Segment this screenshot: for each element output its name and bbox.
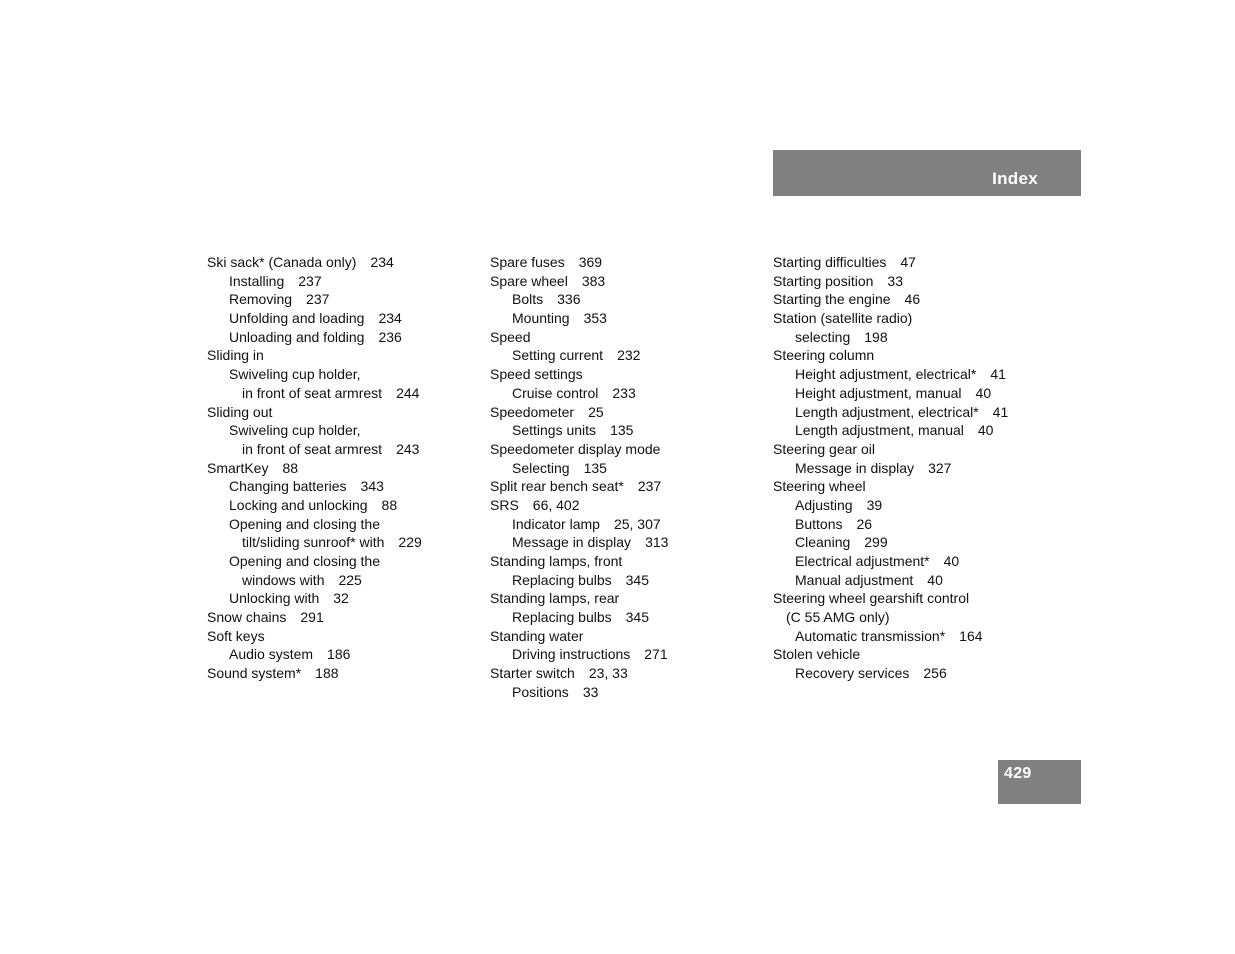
index-term: Recovery services	[795, 665, 910, 682]
index-entry	[207, 477, 477, 496]
index-entry	[207, 496, 477, 515]
index-page-ref: 25, 307	[613, 515, 661, 532]
index-term: Spare wheel	[490, 272, 568, 289]
index-term: Soft keys	[207, 627, 265, 644]
index-page-ref: 234	[378, 310, 402, 327]
index-term: Cleaning	[795, 534, 851, 551]
index-entry	[207, 328, 477, 347]
index-entry	[207, 440, 477, 459]
index-term: Adjusting	[795, 496, 853, 513]
index-term: Swiveling cup holder,	[229, 366, 361, 383]
index-term: Selecting	[512, 459, 570, 476]
index-entry	[490, 440, 760, 459]
index-term: Speed settings	[490, 366, 583, 383]
index-entry	[490, 309, 760, 328]
index-term: Driving instructions	[512, 646, 631, 663]
index-entry	[490, 627, 760, 646]
index-page-ref: 343	[360, 478, 384, 495]
index-term: Starting the engine	[773, 291, 891, 308]
index-page-ref: 327	[928, 459, 952, 476]
index-page-ref: 40	[943, 553, 960, 569]
index-page-ref: 26	[856, 515, 873, 532]
index-term: Automatic transmission*	[795, 627, 946, 644]
index-page-ref: 336	[557, 291, 581, 308]
index-entry	[773, 272, 1043, 291]
index-term: Sound system*	[207, 665, 302, 682]
index-entry	[207, 272, 477, 291]
index-term: Height adjustment, manual	[795, 384, 962, 401]
index-entry	[207, 253, 477, 272]
index-page-ref: 135	[610, 422, 634, 439]
index-term: in front of seat armrest	[242, 440, 383, 457]
index-entry	[490, 608, 760, 627]
index-entry	[207, 589, 477, 608]
index-entry	[207, 645, 477, 664]
index-entry	[490, 272, 760, 291]
index-page-ref: 88	[282, 459, 299, 476]
index-entry	[773, 365, 1043, 384]
index-page-ref: 23, 33	[588, 665, 628, 682]
index-page-ref: 271	[644, 646, 668, 663]
index-entry	[207, 571, 477, 590]
index-page-ref: 229	[398, 534, 422, 551]
index-page-ref: 46	[904, 291, 921, 308]
index-page-ref: 345	[625, 571, 649, 588]
index-term: Cruise control	[512, 384, 599, 401]
index-term: Manual adjustment	[795, 571, 914, 588]
index-term: Opening and closing the	[229, 553, 380, 569]
index-entry	[773, 421, 1043, 440]
index-term: Speedometer	[490, 403, 575, 420]
index-entry	[490, 571, 760, 590]
index-term: Length adjustment, electrical*	[795, 403, 979, 420]
index-term: Changing batteries	[229, 478, 347, 495]
index-page-ref: 369	[578, 254, 603, 270]
index-entry	[490, 496, 760, 515]
index-term: Bolts	[512, 291, 544, 308]
index-term: Indicator lamp	[512, 515, 600, 532]
index-term: Unfolding and loading	[229, 310, 365, 327]
index-page-ref: 313	[645, 534, 669, 551]
index-entry	[207, 459, 477, 478]
index-entry	[773, 253, 1043, 272]
index-entry	[207, 664, 477, 683]
index-page-ref: 40	[927, 571, 943, 588]
index-entry	[773, 533, 1043, 552]
index-page-ref: 256	[923, 665, 947, 682]
index-page-ref: 135	[583, 459, 607, 476]
index-term: SRS	[490, 496, 519, 513]
index-entry	[490, 290, 760, 309]
index-page-ref: 40	[977, 422, 994, 439]
index-entry	[490, 533, 760, 552]
index-page-ref: 164	[959, 627, 983, 644]
index-term: Steering gear oil	[773, 440, 875, 457]
index-entry	[207, 290, 477, 309]
index-entry	[773, 459, 1043, 478]
index-entry	[773, 571, 1043, 590]
index-page-ref: 41	[992, 403, 1009, 420]
index-term: Station (satellite radio)	[773, 310, 913, 327]
index-page-ref: 88	[381, 496, 398, 513]
section-title: Index	[992, 169, 1038, 188]
index-page-ref: 32	[333, 590, 349, 607]
index-term: Electrical adjustment*	[795, 553, 930, 569]
index-page-ref: 47	[900, 254, 916, 270]
index-page-ref: 232	[617, 347, 641, 364]
index-term: selecting	[795, 328, 851, 345]
index-entry	[773, 309, 1043, 328]
index-term: Snow chains	[207, 609, 287, 626]
index-entry	[773, 627, 1043, 646]
index-term: Sliding out	[207, 403, 273, 420]
index-entry	[490, 421, 760, 440]
index-entry	[773, 608, 1043, 627]
index-term: Setting current	[512, 347, 604, 364]
index-page-ref: 237	[637, 478, 662, 495]
index-entry	[773, 384, 1043, 403]
index-entry	[490, 328, 760, 347]
index-page-ref: 33	[887, 272, 903, 289]
page-number-box	[998, 760, 1081, 804]
index-term: Standing lamps, rear	[490, 590, 620, 607]
index-term: Removing	[229, 291, 293, 308]
index-term: Settings units	[512, 422, 597, 439]
index-entry	[490, 384, 760, 403]
index-page-ref: 237	[298, 272, 322, 289]
index-page-ref: 25	[588, 403, 604, 420]
index-term: Stolen vehicle	[773, 646, 861, 663]
index-entry	[773, 496, 1043, 515]
index-term: in front of seat armrest	[242, 384, 383, 401]
index-entry	[773, 346, 1043, 365]
index-page-ref: 33	[582, 683, 599, 700]
index-entry	[490, 515, 760, 534]
index-column-2	[490, 253, 760, 702]
index-entry	[773, 645, 1043, 664]
index-term: Speed	[490, 328, 531, 345]
index-term: Length adjustment, manual	[795, 422, 964, 439]
index-entry	[773, 290, 1043, 309]
index-term: Steering column	[773, 347, 875, 364]
index-entry	[490, 403, 760, 422]
index-term: Ski sack* (Canada only)	[207, 254, 357, 270]
index-entry	[490, 664, 760, 683]
index-entry	[207, 608, 477, 627]
index-entry	[490, 477, 760, 496]
index-term: Positions	[512, 683, 569, 700]
index-column-1	[207, 253, 477, 683]
index-term: Locking and unlocking	[229, 496, 368, 513]
page-number: 429	[1004, 765, 1032, 782]
index-term: Speedometer display mode	[490, 440, 661, 457]
index-entry	[207, 515, 477, 534]
index-entry	[490, 346, 760, 365]
index-term: Spare fuses	[490, 254, 565, 270]
index-page-ref: 66, 402	[532, 496, 580, 513]
index-term: Starter switch	[490, 665, 575, 682]
index-page-ref: 291	[300, 609, 324, 626]
index-term: Replacing bulbs	[512, 609, 612, 626]
index-page-ref: 243	[396, 440, 420, 457]
index-page-ref: 299	[864, 534, 888, 551]
index-term: Unlocking with	[229, 590, 320, 607]
index-page-ref: 353	[583, 310, 607, 327]
index-entry	[490, 589, 760, 608]
index-entry	[207, 384, 477, 403]
index-page-ref: 188	[315, 665, 339, 682]
index-entry	[490, 365, 760, 384]
index-term: Swiveling cup holder,	[229, 422, 361, 439]
index-column-3	[773, 253, 1043, 683]
index-term: Steering wheel	[773, 478, 866, 495]
index-entry	[490, 552, 760, 571]
index-entry	[773, 515, 1043, 534]
index-term: Mounting	[512, 310, 570, 327]
section-header-bar	[773, 150, 1081, 196]
index-term: Buttons	[795, 515, 843, 532]
index-page-ref: 40	[975, 384, 992, 401]
index-page-ref: 225	[338, 571, 362, 588]
index-term: windows with	[242, 571, 325, 588]
index-entry	[773, 440, 1043, 459]
index-term: (C 55 AMG only)	[786, 609, 890, 626]
index-entry	[207, 365, 477, 384]
index-entry	[490, 459, 760, 478]
index-entry	[773, 328, 1043, 347]
index-page-ref: 345	[625, 609, 649, 626]
index-page-ref: 39	[866, 496, 883, 513]
index-entry	[490, 645, 760, 664]
index-page-ref: 234	[370, 254, 394, 270]
index-term: Sliding in	[207, 347, 264, 364]
index-entry	[207, 533, 477, 552]
index-term: Split rear bench seat*	[490, 478, 624, 495]
index-term: Standing lamps, front	[490, 553, 623, 569]
index-term: Replacing bulbs	[512, 571, 612, 588]
index-term: Message in display	[795, 459, 915, 476]
index-entry	[207, 346, 477, 365]
index-entry	[773, 477, 1043, 496]
index-term: Installing	[229, 272, 285, 289]
index-entry	[207, 421, 477, 440]
index-page-ref: 244	[396, 384, 420, 401]
index-term: Opening and closing the	[229, 515, 380, 532]
index-term: Height adjustment, electrical*	[795, 366, 977, 383]
index-page-ref: 41	[990, 366, 1006, 383]
index-term: SmartKey	[207, 459, 269, 476]
index-term: Steering wheel gearshift control	[773, 590, 970, 607]
index-page-ref: 186	[327, 646, 351, 663]
index-entry	[490, 683, 760, 702]
index-term: Message in display	[512, 534, 632, 551]
index-page-ref: 383	[581, 272, 606, 289]
index-term: Starting position	[773, 272, 874, 289]
index-entry	[207, 403, 477, 422]
index-page-ref: 236	[378, 328, 402, 345]
index-term: Starting difficulties	[773, 254, 887, 270]
index-entry	[773, 589, 1043, 608]
index-entry	[207, 627, 477, 646]
index-page-ref: 233	[612, 384, 636, 401]
index-entry	[207, 552, 477, 571]
index-entry	[773, 664, 1043, 683]
index-entry	[490, 253, 760, 272]
index-entry	[773, 552, 1043, 571]
index-page-ref: 237	[306, 291, 330, 308]
index-term: Unloading and folding	[229, 328, 365, 345]
index-term: Standing water	[490, 627, 584, 644]
index-term: Audio system	[229, 646, 314, 663]
index-page-ref: 198	[864, 328, 888, 345]
index-entry	[207, 309, 477, 328]
index-entry	[773, 403, 1043, 422]
index-term: tilt/sliding sunroof* with	[242, 534, 385, 551]
